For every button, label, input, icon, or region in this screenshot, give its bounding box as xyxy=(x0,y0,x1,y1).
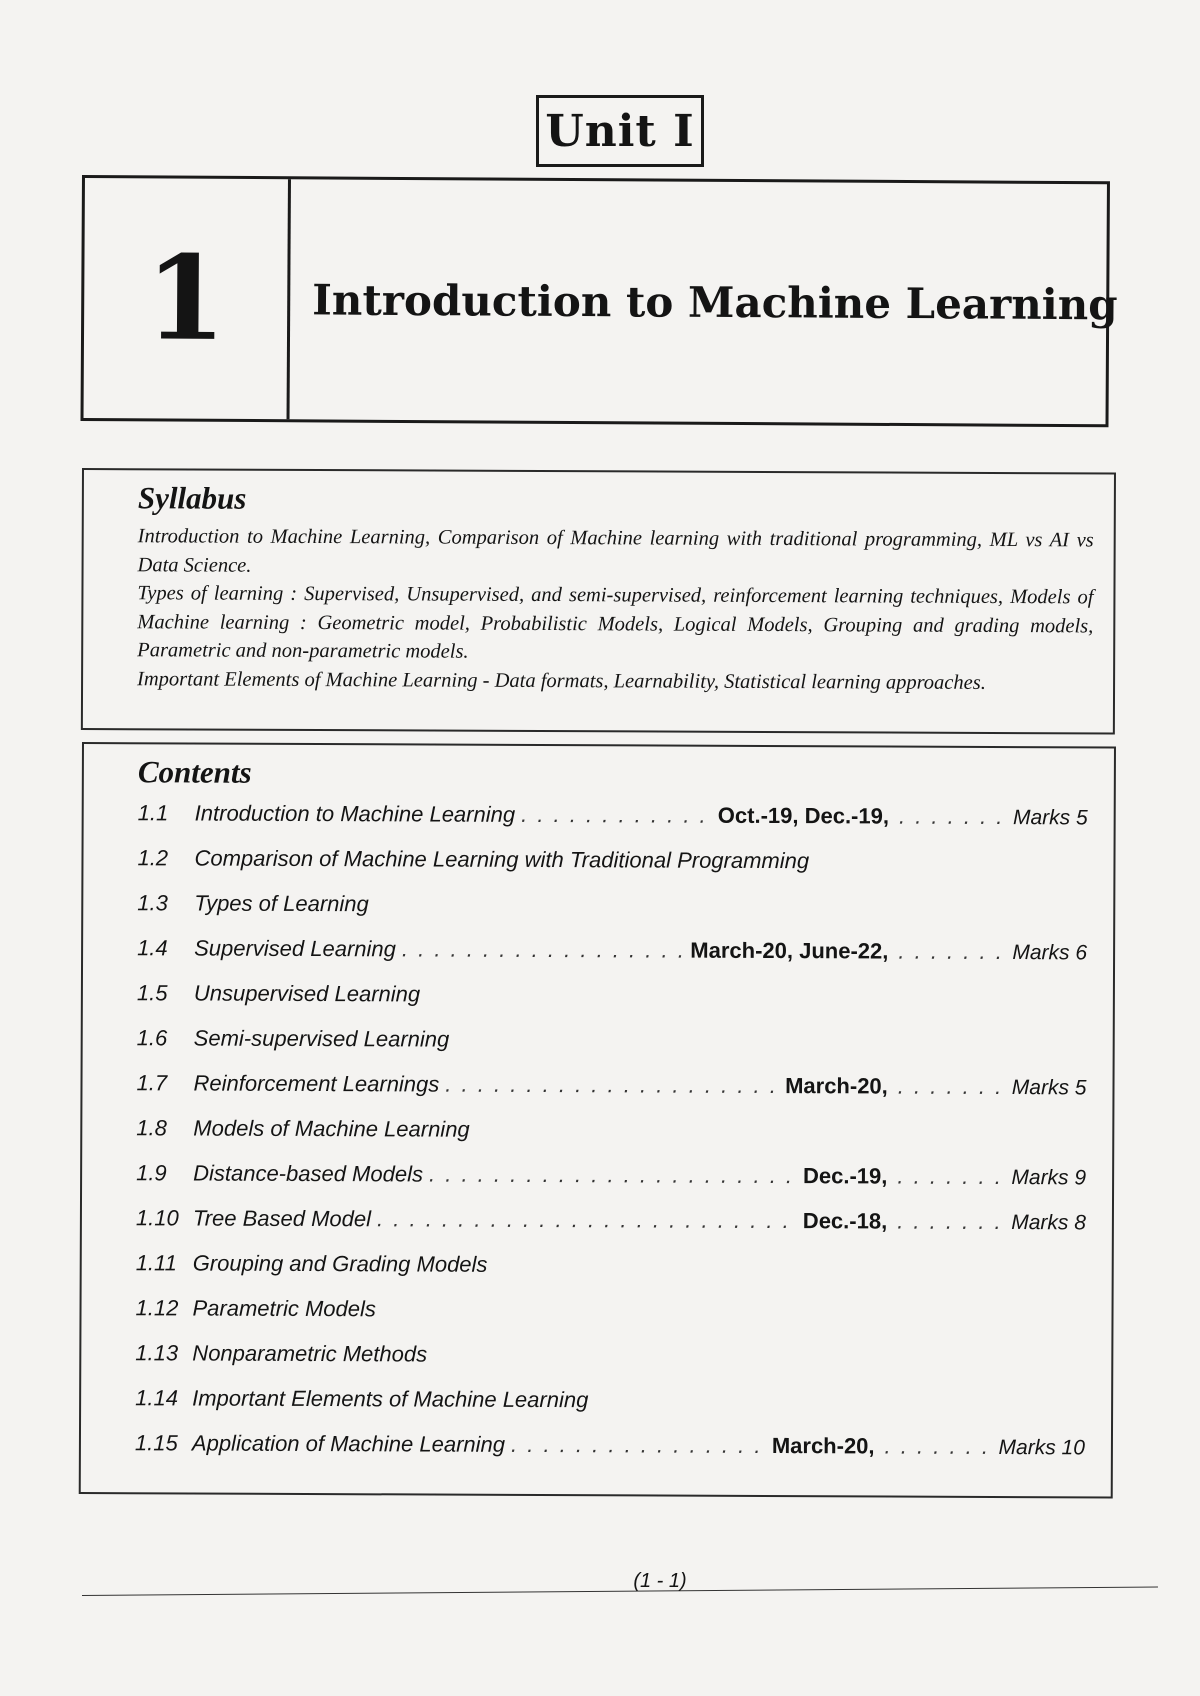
syllabus-heading: Syllabus xyxy=(137,480,247,516)
dot-leader xyxy=(898,1074,1008,1100)
contents-item-exam-dates: March-20, June-22, xyxy=(690,937,889,964)
contents-item-title: Parametric Models xyxy=(192,1295,376,1322)
dot-leader xyxy=(402,936,685,963)
contents-item xyxy=(137,845,1087,894)
contents-item-title: Important Elements of Machine Learning xyxy=(192,1385,589,1413)
dot-leader xyxy=(445,1072,779,1099)
contents-item-number: 1.14 xyxy=(135,1385,179,1411)
contents-item-title: Application of Machine Learning xyxy=(191,1430,506,1457)
contents-item-marks: Marks 6 xyxy=(1012,941,1088,965)
dot-leader xyxy=(899,804,1009,830)
contents-section xyxy=(79,742,1116,1499)
contents-item-number: 1.1 xyxy=(137,800,169,826)
syllabus-section xyxy=(81,468,1116,735)
contents-item-marks: Marks 9 xyxy=(1011,1166,1087,1190)
contents-item-marks: Marks 8 xyxy=(1011,1211,1086,1235)
chapter-title: Introduction to Machine Learning xyxy=(312,274,1118,329)
dot-leader xyxy=(511,1432,766,1459)
contents-item xyxy=(136,1205,1086,1254)
chapter-number: 1 xyxy=(84,178,291,419)
syllabus-paragraph: Introduction to Machine Learning, Comparison of Machine learning with traditional programming, ML vs AI vs Data Science. xyxy=(137,525,1094,577)
contents-item xyxy=(135,1385,1085,1434)
contents-item-number: 1.2 xyxy=(137,845,169,871)
contents-item-number: 1.15 xyxy=(134,1430,178,1456)
contents-item-number: 1.7 xyxy=(136,1070,168,1096)
contents-item xyxy=(137,980,1087,1029)
dot-leader xyxy=(898,939,1008,965)
contents-item-title: Supervised Learning xyxy=(194,935,396,962)
contents-item-number: 1.3 xyxy=(137,890,168,916)
contents-item-number: 1.8 xyxy=(136,1115,167,1141)
contents-item-exam-dates: March-20, xyxy=(785,1073,888,1099)
dot-leader xyxy=(885,1434,995,1460)
contents-item-title: Distance-based Models xyxy=(193,1160,424,1187)
contents-item xyxy=(136,1115,1086,1164)
contents-item-number: 1.4 xyxy=(137,935,168,961)
contents-item xyxy=(137,935,1087,984)
contents-item xyxy=(137,1025,1087,1074)
contents-item-exam-dates: Dec.-19, xyxy=(802,1163,888,1189)
contents-item xyxy=(136,1070,1086,1119)
contents-item-number: 1.13 xyxy=(135,1340,179,1366)
dot-leader xyxy=(377,1206,797,1234)
contents-item xyxy=(137,890,1087,939)
contents-item-title: Models of Machine Learning xyxy=(193,1115,470,1142)
contents-item xyxy=(135,1295,1085,1344)
contents-item-marks: Marks 5 xyxy=(1012,806,1088,830)
chapter-header xyxy=(80,175,1118,427)
contents-item xyxy=(136,1160,1086,1209)
contents-item-number: 1.10 xyxy=(135,1205,179,1231)
contents-item-marks: Marks 5 xyxy=(1011,1076,1087,1100)
contents-item-number: 1.11 xyxy=(135,1250,177,1276)
contents-heading: Contents xyxy=(137,754,252,790)
contents-item-title: Semi-supervised Learning xyxy=(193,1025,450,1052)
contents-list xyxy=(135,800,1088,1479)
contents-item xyxy=(135,1340,1085,1389)
contents-item-title: Tree Based Model xyxy=(192,1205,372,1232)
contents-item-title: Introduction to Machine Learning xyxy=(194,800,516,827)
contents-item xyxy=(135,1430,1085,1479)
contents-item xyxy=(136,1250,1086,1299)
unit-label: Unit I xyxy=(536,95,704,167)
contents-item-marks: Marks 10 xyxy=(998,1436,1085,1460)
syllabus-paragraph: Types of learning : Supervised, Unsupervised, and semi-supervised, reinforcement learning techniques, Models of Machine learning : Geometric model, Probabilistic Models, Logical Models, Grouping and grading models, Parametric and non-parametric models. xyxy=(137,582,1094,663)
contents-item-number: 1.12 xyxy=(135,1295,179,1321)
contents-item-title: Grouping and Grading Models xyxy=(192,1250,488,1277)
contents-item xyxy=(138,800,1088,849)
contents-item-title: Comparison of Machine Learning with Traditional Programming xyxy=(194,845,810,874)
dot-leader xyxy=(897,1209,1007,1235)
syllabus-paragraph: Important Elements of Machine Learning - Data formats, Learnability, Statistical learning approaches. xyxy=(137,667,986,694)
dot-leader xyxy=(897,1164,1007,1190)
contents-item-title: Unsupervised Learning xyxy=(193,980,421,1007)
contents-item-exam-dates: March-20, xyxy=(771,1433,875,1459)
contents-item-exam-dates: Dec.-18, xyxy=(802,1208,888,1234)
contents-item-title: Types of Learning xyxy=(194,890,369,917)
contents-item-number: 1.6 xyxy=(136,1025,168,1051)
contents-item-exam-dates: Oct.-19, Dec.-19, xyxy=(717,802,890,829)
dot-leader xyxy=(521,802,712,829)
contents-item-number: 1.9 xyxy=(136,1160,167,1186)
page-number: (1 - 1) xyxy=(633,1570,687,1592)
contents-item-title: Reinforcement Learnings xyxy=(193,1070,440,1097)
dot-leader xyxy=(429,1162,797,1190)
contents-item-title: Nonparametric Methods xyxy=(192,1340,428,1367)
contents-item-number: 1.5 xyxy=(136,980,168,1006)
